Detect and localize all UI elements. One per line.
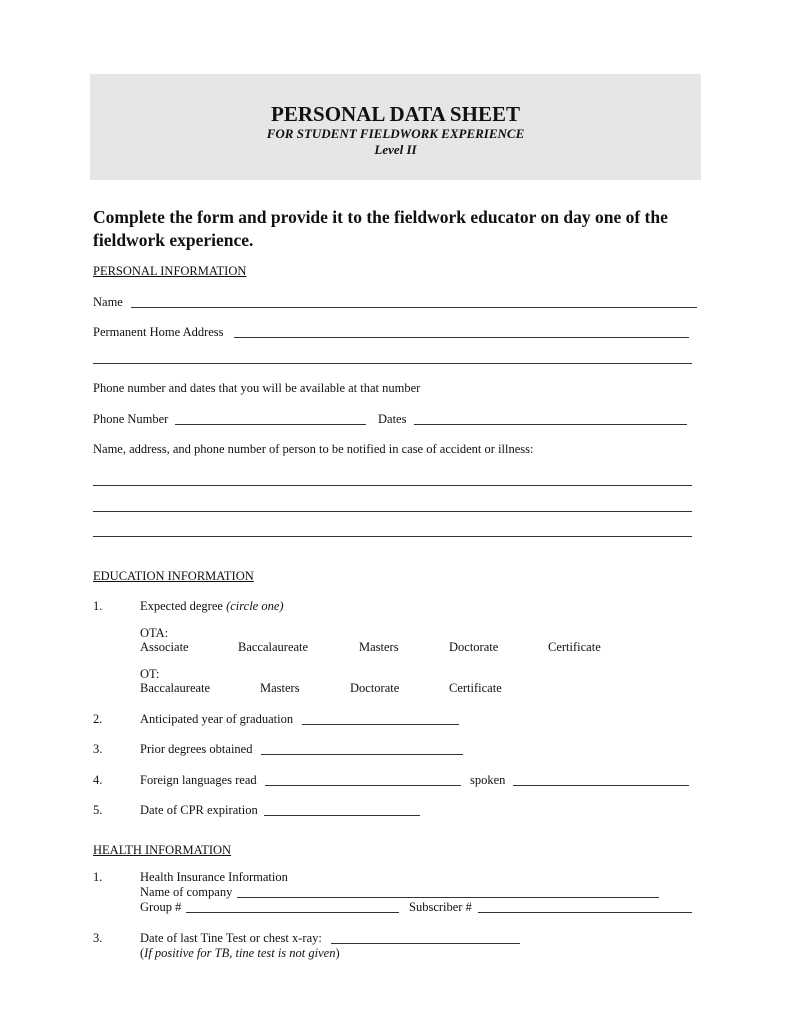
ot-label: OT: <box>140 667 160 681</box>
education-item-1-number: 1. <box>93 599 103 613</box>
ota-option-baccalaureate[interactable]: Baccalaureate <box>238 640 309 654</box>
emergency-contact-line-3[interactable] <box>93 536 692 537</box>
languages-spoken-field[interactable] <box>513 785 689 786</box>
tine-test-note-text: If positive for TB, tine test is not given <box>144 946 336 960</box>
ot-option-masters[interactable]: Masters <box>260 681 300 695</box>
phone-label: Phone Number <box>93 412 169 426</box>
instructions: Complete the form and provide it to the fieldwork educator on day one of the fieldwork experience. <box>93 207 668 250</box>
graduation-year-field[interactable] <box>302 724 459 725</box>
personal-section-heading: PERSONAL INFORMATION <box>93 264 247 278</box>
page-subtitle: FOR STUDENT FIELDWORK EXPERIENCE <box>266 126 525 141</box>
group-field[interactable] <box>186 912 399 913</box>
subscriber-label: Subscriber # <box>409 900 472 914</box>
prior-degrees-field[interactable] <box>261 754 463 755</box>
address-field-line-2[interactable] <box>93 363 692 364</box>
education-item-3-number: 3. <box>93 742 103 756</box>
phone-intro: Phone number and dates that you will be available at that number <box>93 381 421 395</box>
tine-test-note <box>140 946 340 961</box>
subscriber-field[interactable] <box>478 912 692 913</box>
dates-field[interactable] <box>414 424 687 425</box>
ota-option-certificate[interactable]: Certificate <box>548 640 601 654</box>
group-label: Group # <box>140 900 182 914</box>
cpr-expiration-field[interactable] <box>264 815 420 816</box>
languages-read-label: Foreign languages read <box>140 773 257 787</box>
languages-read-field[interactable] <box>265 785 461 786</box>
dates-label: Dates <box>378 412 407 426</box>
ota-option-doctorate[interactable]: Doctorate <box>449 640 499 654</box>
ota-label: OTA: <box>140 626 169 640</box>
expected-degree-label <box>140 599 284 614</box>
education-section-heading: EDUCATION INFORMATION <box>93 569 254 583</box>
emergency-contact-label: Name, address, and phone number of person to be notified in case of accident or illness: <box>93 442 534 456</box>
cpr-expiration-label: Date of CPR expiration <box>140 803 258 817</box>
health-section-heading: HEALTH INFORMATION <box>93 843 232 857</box>
header-banner <box>90 74 701 180</box>
ota-option-associate[interactable]: Associate <box>140 640 189 654</box>
languages-spoken-label: spoken <box>470 773 506 787</box>
tine-test-label: Date of last Tine Test or chest x-ray: <box>140 931 322 945</box>
ota-option-masters[interactable]: Masters <box>359 640 399 654</box>
address-label: Permanent Home Address <box>93 325 224 339</box>
tine-test-note-close: ) <box>335 946 340 960</box>
graduation-year-label: Anticipated year of graduation <box>140 712 294 726</box>
page-level: Level II <box>374 142 417 157</box>
phone-field[interactable] <box>175 424 366 425</box>
circle-one-hint: (circle one) <box>226 599 284 613</box>
prior-degrees-label: Prior degrees obtained <box>140 742 253 756</box>
health-item-1-number: 1. <box>93 870 103 884</box>
ot-option-doctorate[interactable]: Doctorate <box>350 681 400 695</box>
emergency-contact-line-1[interactable] <box>93 485 692 486</box>
insurance-label: Health Insurance Information <box>140 870 288 884</box>
tine-test-field[interactable] <box>331 943 520 944</box>
ot-option-baccalaureate[interactable]: Baccalaureate <box>140 681 211 695</box>
address-field-line-1[interactable] <box>234 337 689 338</box>
name-label: Name <box>93 295 123 309</box>
company-label: Name of company <box>140 885 233 899</box>
name-field[interactable] <box>131 307 697 308</box>
company-field[interactable] <box>237 897 659 898</box>
ot-option-certificate[interactable]: Certificate <box>449 681 502 695</box>
education-item-2-number: 2. <box>93 712 103 726</box>
emergency-contact-line-2[interactable] <box>93 511 692 512</box>
expected-degree-text: Expected degree <box>140 599 223 613</box>
tine-test-note-open: ( <box>140 946 145 960</box>
health-item-3-number: 3. <box>93 931 103 945</box>
education-item-5-number: 5. <box>93 803 103 817</box>
education-item-4-number: 4. <box>93 773 103 787</box>
page-title: PERSONAL DATA SHEET <box>271 102 520 126</box>
